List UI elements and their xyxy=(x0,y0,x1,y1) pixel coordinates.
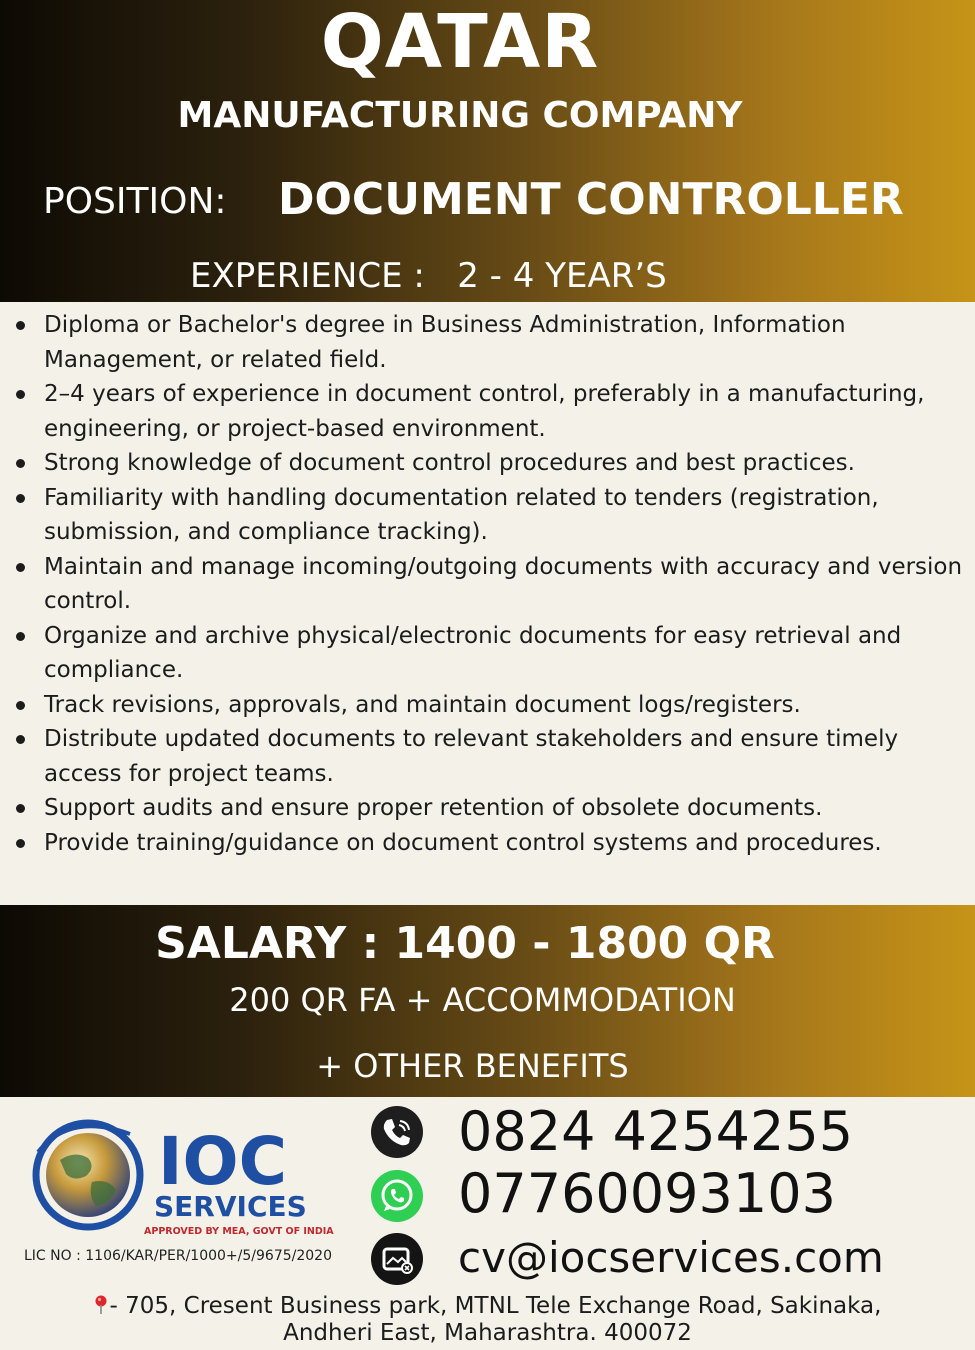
bullet-dot-icon xyxy=(16,632,25,641)
logo-sub: SERVICES xyxy=(154,1190,307,1223)
bullet-dot-icon xyxy=(16,563,25,572)
company-logo xyxy=(30,1112,340,1242)
bullet-dot-icon xyxy=(16,459,25,468)
email-icon xyxy=(371,1233,423,1285)
bullet-dot-icon xyxy=(16,735,25,744)
salary-title: SALARY : 1400 - 1800 QR xyxy=(155,918,775,969)
list-item: Support audits and ensure proper retention of obsolete documents. xyxy=(0,791,975,826)
bullet-dot-icon xyxy=(16,804,25,813)
requirements-list xyxy=(0,308,975,860)
bullet-dot-icon xyxy=(16,839,25,848)
company-title: MANUFACTURING COMPANY xyxy=(177,95,743,136)
list-item: Organize and archive physical/electronic documents for easy retrieval and compliance. xyxy=(0,619,975,688)
license-number: LIC NO : 1106/KAR/PER/1000+/5/9675/2020 xyxy=(24,1248,332,1264)
salary-benefits: + OTHER BENEFITS xyxy=(316,1047,629,1085)
address-line-2: Andheri East, Maharashtra. 400072 xyxy=(283,1320,692,1346)
whatsapp-number[interactable]: 07760093103 xyxy=(458,1162,836,1225)
salary-banner xyxy=(0,905,975,1097)
email-address[interactable]: cv@iocservices.com xyxy=(458,1233,884,1282)
country-title: QATAR xyxy=(320,0,600,85)
bullet-dot-icon xyxy=(16,390,25,399)
logo-name: IOC xyxy=(158,1123,288,1200)
list-item: Provide training/guidance on document control systems and procedures. xyxy=(0,826,975,861)
location-pin-icon xyxy=(94,1295,108,1315)
whatsapp-icon xyxy=(371,1170,423,1222)
address-line-1: - 705, Cresent Business park, MTNL Tele Exchange Road, Sakinaka, xyxy=(109,1293,882,1319)
phone-icon xyxy=(371,1106,423,1158)
address xyxy=(0,1293,975,1347)
list-item: Diploma or Bachelor's degree in Business Administration, Information Management, or related field. xyxy=(0,308,975,377)
phone-number[interactable]: 0824 4254255 xyxy=(458,1100,854,1163)
list-item: Maintain and manage incoming/outgoing documents with accuracy and version control. xyxy=(0,550,975,619)
logo-tagline: APPROVED BY MEA, GOVT OF INDIA xyxy=(144,1226,334,1237)
bullet-dot-icon xyxy=(16,494,25,503)
bullet-dot-icon xyxy=(16,321,25,330)
position-label: POSITION: xyxy=(43,181,227,222)
bullet-dot-icon xyxy=(16,701,25,710)
list-item: Familiarity with handling documentation related to tenders (registration, submission, and compliance tracking). xyxy=(0,481,975,550)
header-banner xyxy=(0,0,975,302)
list-item: Track revisions, approvals, and maintain document logs/registers. xyxy=(0,688,975,723)
position-value: DOCUMENT CONTROLLER xyxy=(278,174,904,225)
list-item: Distribute updated documents to relevant stakeholders and ensure timely access for project teams. xyxy=(0,722,975,791)
list-item: 2–4 years of experience in document control, preferably in a manufacturing, engineering, or project-based environment. xyxy=(0,377,975,446)
salary-allowance: 200 QR FA + ACCOMMODATION xyxy=(229,981,736,1019)
experience-line: EXPERIENCE : 2 - 4 YEAR’S xyxy=(190,256,667,296)
globe-icon xyxy=(36,1123,140,1227)
list-item: Strong knowledge of document control procedures and best practices. xyxy=(0,446,975,481)
